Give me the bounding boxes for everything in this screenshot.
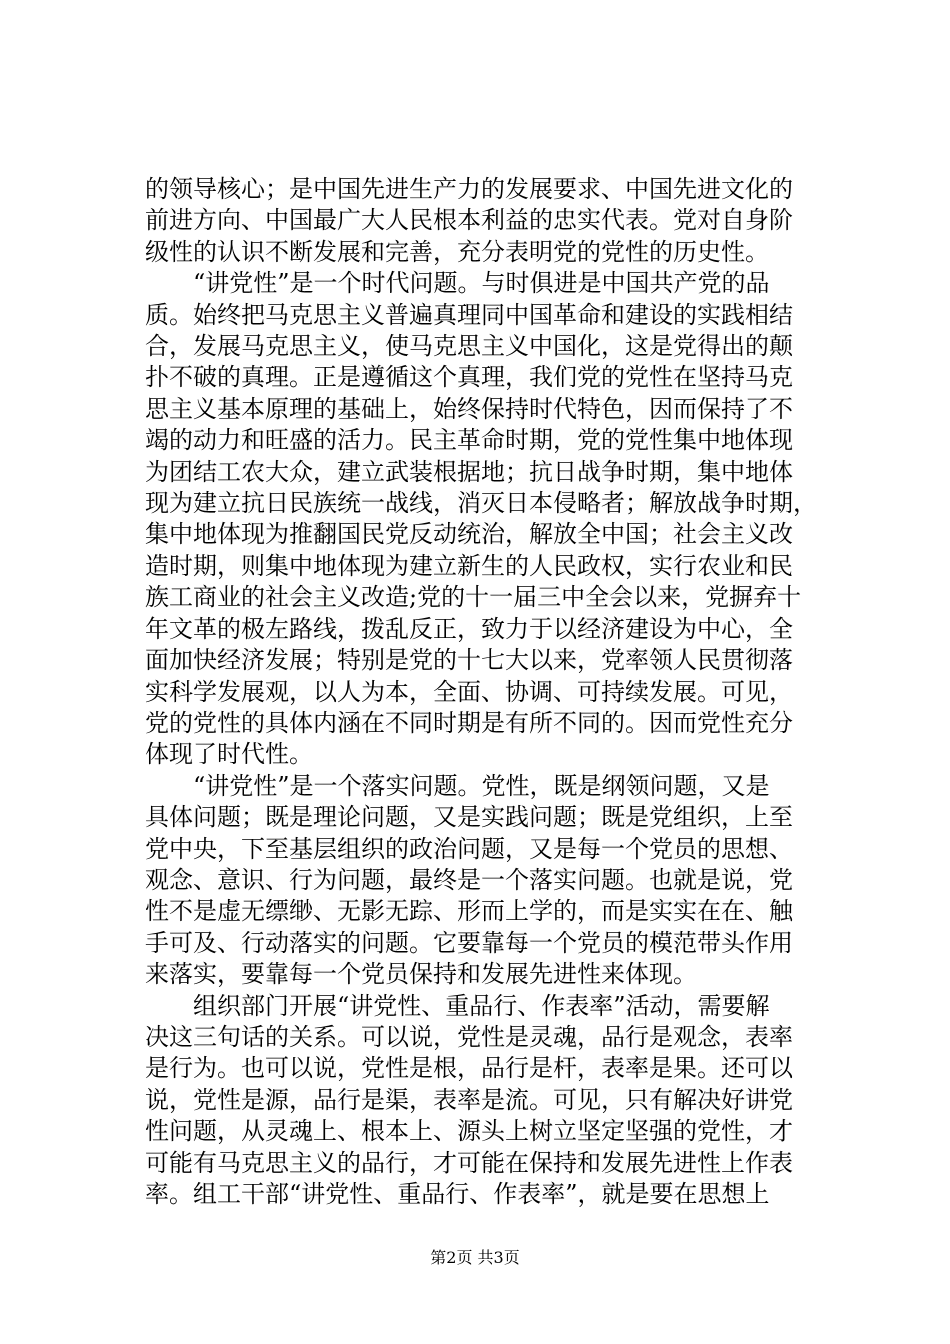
text-line: 面加快经济发展；特别是党的十七大以来，党率领人民贯彻落 — [145, 646, 793, 675]
text-line: 党的党性的具体内涵在不同时期是有所不同的。因而党性充分 — [145, 708, 793, 737]
paragraph — [145, 268, 845, 771]
text-line: 级性的认识不断发展和完善，充分表明党的党性的历史性。 — [145, 237, 769, 266]
text-line: 造时期，则集中地体现为建立新生的人民政权，实行农业和民 — [145, 551, 793, 580]
document-body — [145, 174, 845, 1210]
text-line: 手可及、行动落实的问题。它要靠每一个党员的模范带头作用 — [145, 928, 793, 957]
paragraph — [145, 991, 845, 1211]
text-line: 扑不破的真理。正是遵循这个真理，我们党的党性在坚持马克 — [145, 363, 793, 392]
text-line: 竭的动力和旺盛的活力。民主革命时期，党的党性集中地体现 — [145, 426, 793, 455]
text-line: 为团结工农大众，建立武装根据地；抗日战争时期，集中地体 — [145, 457, 793, 486]
text-line: 体现了时代性。 — [145, 740, 313, 769]
text-line: 组织部门开展“讲党性、重品行、作表率”活动，需要解 — [193, 991, 770, 1020]
text-line: 具体问题；既是理论问题，又是实践问题；既是党组织，上至 — [145, 803, 793, 832]
text-line: 集中地体现为推翻国民党反动统治，解放全中国；社会主义改 — [145, 520, 793, 549]
text-line: 可能有马克思主义的品行，才可能在保持和发展先进性上作表 — [145, 1148, 793, 1177]
text-line: 说，党性是源，品行是渠，表率是流。可见，只有解决好讲党 — [145, 1085, 793, 1114]
text-line: 质。始终把马克思主义普遍真理同中国革命和建设的实践相结 — [145, 300, 793, 329]
text-line: 性问题，从灵魂上、根本上、源头上树立坚定坚强的党性，才 — [145, 1117, 793, 1146]
text-line: 思主义基本原理的基础上，始终保持时代特色，因而保持了不 — [145, 394, 793, 423]
text-line: 党中央，下至基层组织的政治问题，又是每一个党员的思想、 — [145, 834, 793, 863]
paragraph — [145, 771, 845, 991]
text-line: “讲党性”是一个时代问题。与时俱进是中国共产党的品 — [193, 269, 770, 298]
text-line: 前进方向、中国最广大人民根本利益的忠实代表。党对自身阶 — [145, 206, 793, 235]
text-line: 年文革的极左路线，拨乱反正，致力于以经济建设为中心，全 — [145, 614, 793, 643]
page-footer: 第2页 共3页 — [430, 1248, 520, 1267]
paragraph — [145, 174, 845, 268]
text-line: 观念、意识、行为问题，最终是一个落实问题。也就是说，党 — [145, 865, 793, 894]
text-line: 的领导核心；是中国先进生产力的发展要求、中国先进文化的 — [145, 175, 793, 203]
text-line: 现为建立抗日民族统一战线，消灭日本侵略者；解放战争时期， — [145, 489, 817, 518]
text-line: 来落实，要靠每一个党员保持和发展先进性来体现。 — [145, 960, 697, 989]
text-line: 决这三句话的关系。可以说，党性是灵魂，品行是观念，表率 — [145, 1022, 793, 1051]
text-line: 性不是虚无缥缈、无影无踪、形而上学的，而是实实在在、触 — [145, 897, 793, 926]
text-line: “讲党性”是一个落实问题。党性，既是纲领问题，又是 — [193, 771, 770, 800]
text-line: 率。组工干部“讲党性、重品行、作表率”，就是要在思想上 — [145, 1180, 770, 1208]
text-line: 是行为。也可以说，党性是根，品行是杆，表率是果。还可以 — [145, 1054, 793, 1083]
text-line: 合，发展马克思主义，使马克思主义中国化，这是党得出的颠 — [145, 332, 793, 361]
text-line: 实科学发展观，以人为本，全面、协调、可持续发展。可见， — [145, 677, 793, 706]
text-line: 族工商业的社会主义改造;党的十一届三中全会以来，党摒弃十 — [145, 583, 802, 612]
